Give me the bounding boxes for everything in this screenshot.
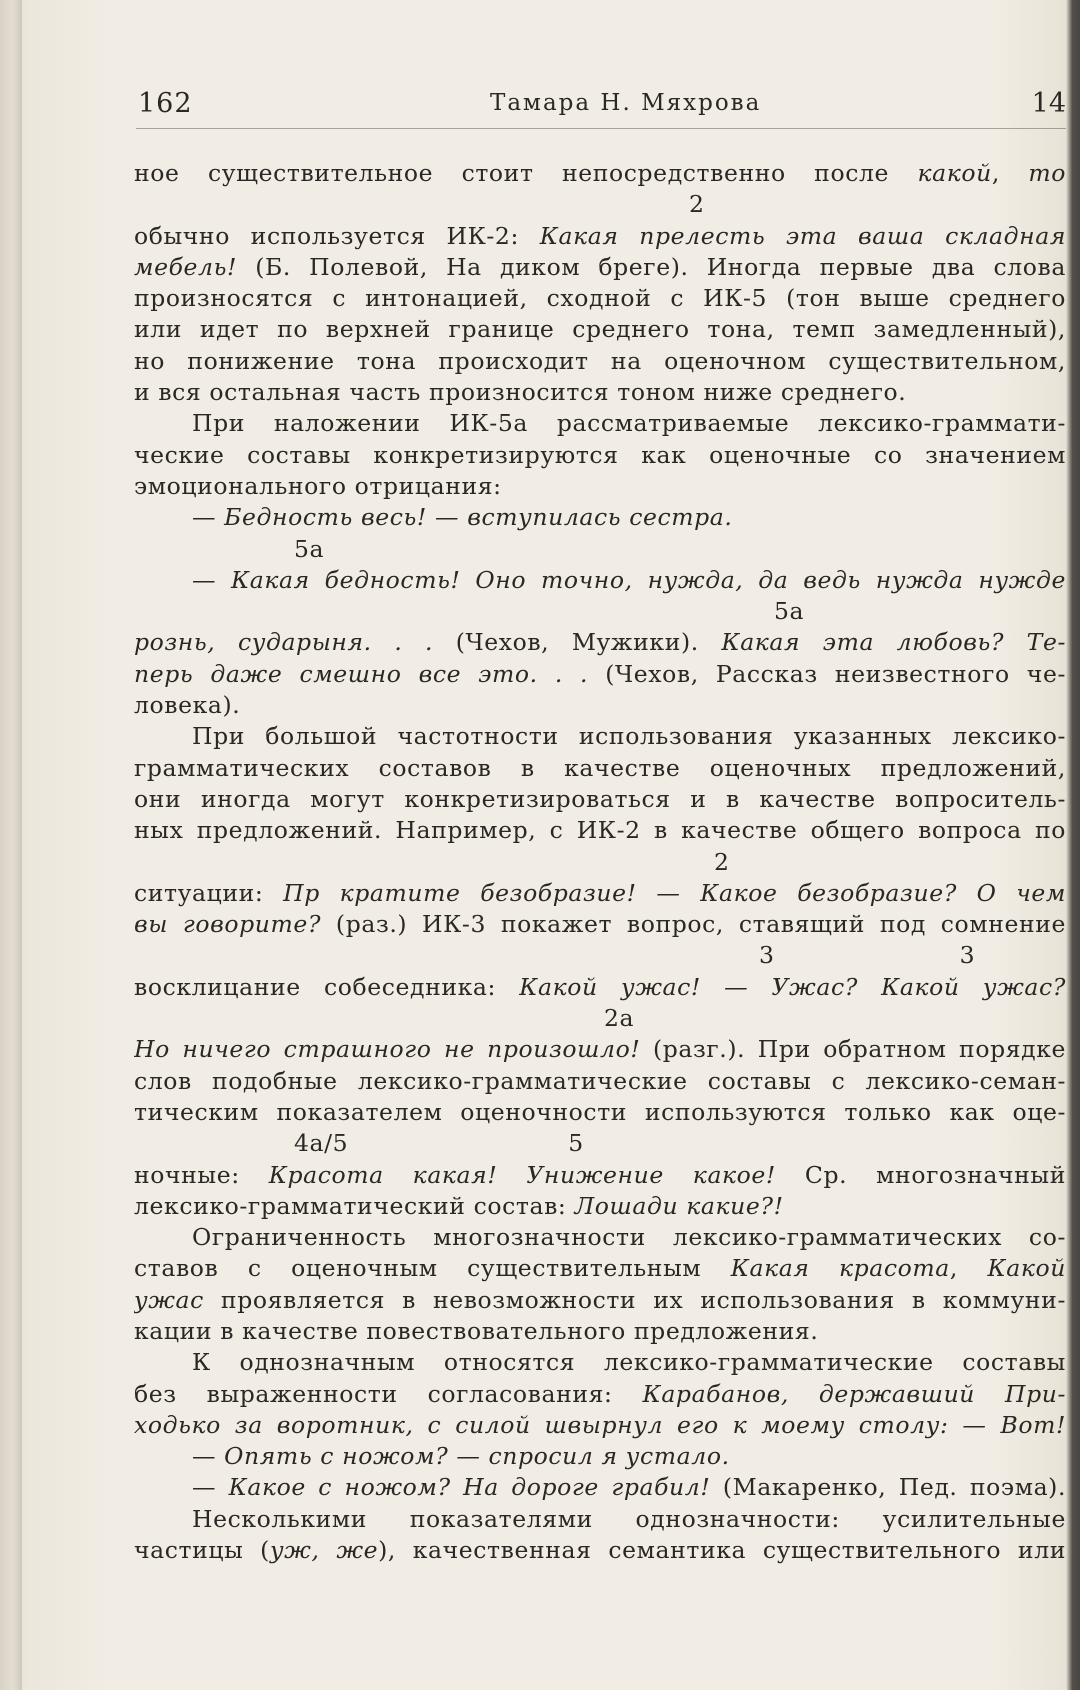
text-line: Ограниченность многозначности лексико-грамматических со-	[192, 1223, 1066, 1252]
intonation-mark	[134, 534, 1066, 565]
running-title: Тамара Н. Мяхрова	[490, 90, 762, 116]
text-line: обычно используется ИК-2: Какая прелесть эта ваша складная	[134, 221, 1066, 250]
header-rule	[136, 128, 1066, 129]
facing-page-number-fragment: 14	[1031, 88, 1066, 119]
text-line: или идет по верхней границе среднего тона, темп замедленный),	[134, 315, 1066, 344]
text-line: ное существительное стоит непосредственно после какой, то	[134, 159, 1066, 187]
text-line: восклицание собеседника: Какой ужас! — Ужас? Какой ужас?	[134, 972, 1066, 1001]
text-line: перь даже смешно все это. . . (Чехов, Рассказ неизвестного че-	[134, 659, 1066, 688]
text-line: эмоционального отрицания:	[134, 471, 502, 500]
text-line: ставов с оценочным существительным Какая красота, Какой	[134, 1254, 1066, 1283]
text-line: — Какая бедность! Оно точно, нужда, да ведь нужда нужде	[192, 565, 1066, 594]
text-line: К однозначным относятся лексико-грамматические составы	[192, 1348, 1066, 1377]
text-line: слов подобные лексико-грамматические составы с лексико-семан-	[134, 1066, 1066, 1095]
text-line: — Бедность весь! — вступилась сестра.	[192, 503, 733, 532]
intonation-mark	[134, 596, 1066, 627]
page-number: 162	[138, 88, 193, 119]
text-line: — Опять с ножом? — спросил я устало.	[192, 1442, 730, 1471]
intonation-mark-label: 3	[759, 941, 775, 970]
text-line: При большой частотности использования указанных лексико-	[192, 722, 1066, 751]
text-line: но понижение тона происходит на оценочном существительном,	[134, 346, 1066, 375]
text-line: и вся остальная часть произносится тоном ниже среднего.	[134, 378, 907, 407]
text-line: грамматических составов в качестве оценочных предложений,	[134, 753, 1066, 782]
text-line: ужас проявляется в невозможности их использования в коммуни-	[134, 1285, 1066, 1314]
text-line: При наложении ИК-5а рассматриваемые лексико-граммати-	[192, 409, 1066, 438]
page-edge-shadow	[1066, 0, 1080, 1690]
text-line: ситуации: Пр кратите безобразие! — Какое безобразие? О чем	[134, 878, 1066, 907]
intonation-mark-label: 2а	[604, 1004, 635, 1033]
intonation-mark-label: 5а	[774, 597, 805, 626]
intonation-mark	[134, 847, 1066, 878]
intonation-mark	[134, 189, 1066, 220]
text-line: — Какое с ножом? На дороге грабил! (Макаренко, Пед. поэма).	[192, 1473, 1066, 1502]
text-line: ночные: Красота какая! Унижение какое! Ср. многозначный	[134, 1160, 1066, 1189]
intonation-mark	[134, 1003, 1066, 1034]
text-line: лексико-грамматический состав: Лошади какие?!	[134, 1191, 784, 1220]
intonation-mark	[134, 940, 1066, 971]
intonation-mark-label: 2	[714, 847, 730, 876]
text-line: произносятся с интонацией, сходной с ИК-5 (тон выше среднего	[134, 284, 1066, 313]
text-line: Но ничего страшного не произошло! (разг.). При обратном порядке	[134, 1035, 1066, 1064]
intonation-mark-label: 2	[689, 190, 705, 219]
text-line: частицы (уж, же), качественная семантика существительного или	[134, 1536, 1066, 1565]
intonation-mark-label: 3	[959, 941, 976, 970]
page-header	[120, 80, 1066, 130]
text-line: они иногда могут конкретизироваться и в качестве вопроситель-	[134, 784, 1066, 813]
text-line: без выраженности согласования: Карабанов, державший При-	[134, 1379, 1066, 1408]
text-line: тическим показателем оценочности используются только как оце-	[134, 1097, 1066, 1126]
book-spine-shadow	[0, 0, 23, 1690]
text-line: вы говорите? (раз.) ИК-3 покажет вопрос, ставящий под сомнение	[134, 910, 1066, 939]
text-line: ческие составы конкретизируются как оценочные со значением	[134, 440, 1066, 469]
text-line: кации в качестве повествовательного предложения.	[134, 1316, 819, 1345]
intonation-mark	[134, 1128, 1066, 1159]
text-line: Несколькими показателями однозначности: усилительные	[192, 1504, 1066, 1533]
intonation-mark-label: 5	[568, 1129, 584, 1158]
text-line: рознь, сударыня. . . (Чехов, Мужики). Какая эта любовь? Те-	[134, 628, 1066, 657]
text-line: ных предложений. Например, с ИК-2 в качестве общего вопроса по	[134, 816, 1066, 845]
text-line: ходько за воротник, с силой швырнул его к моему столу: — Вот!	[134, 1410, 1066, 1439]
intonation-mark-label: 4а/5	[294, 1129, 349, 1158]
body-text	[134, 158, 1066, 1566]
text-line: мебель! (Б. Полевой, На диком бреге). Иногда первые два слова	[134, 252, 1066, 281]
text-line: ловека).	[134, 691, 241, 720]
intonation-mark-label: 5а	[294, 534, 325, 563]
